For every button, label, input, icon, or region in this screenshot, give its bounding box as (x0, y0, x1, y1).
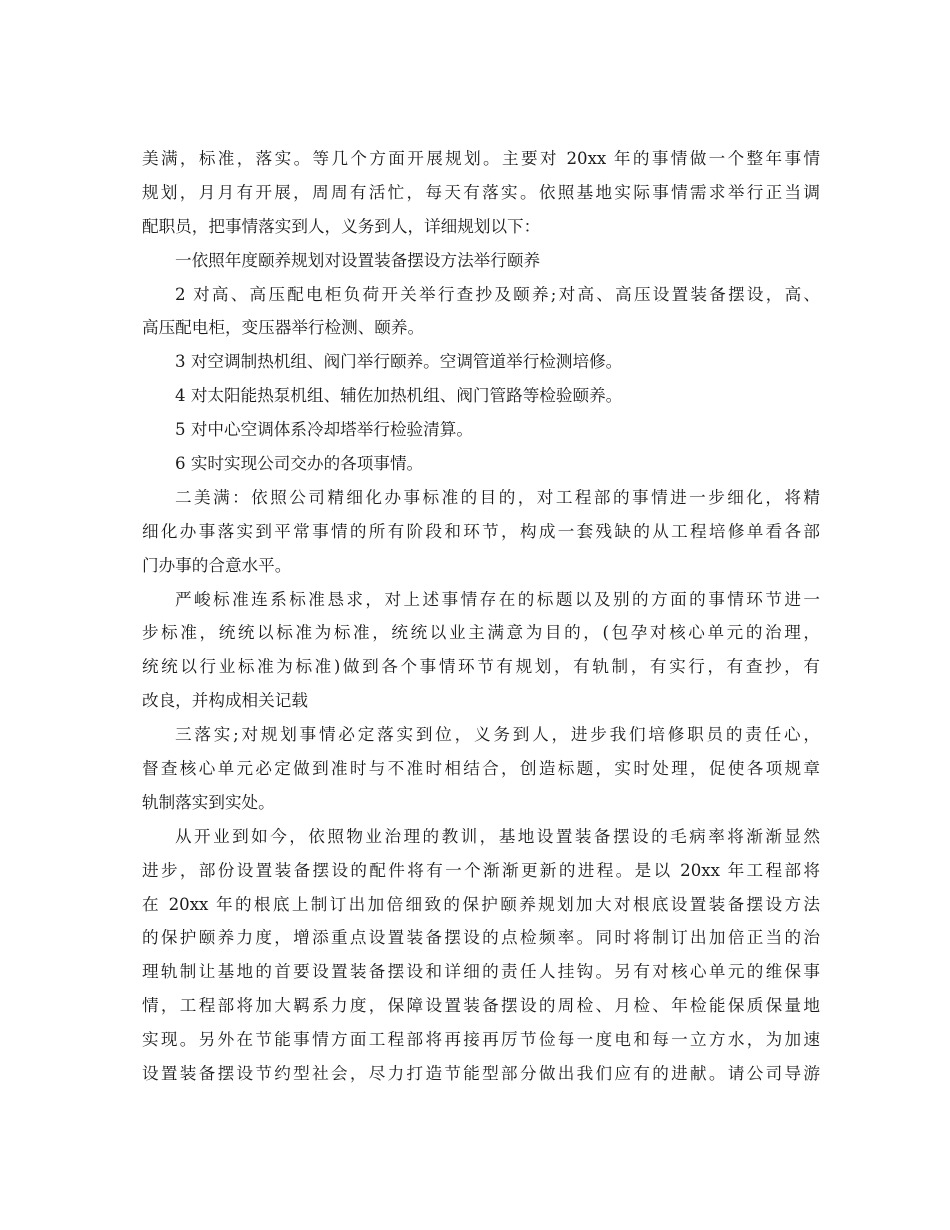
text-line: 规划，月月有开展，周周有活忙，每天有落实。依照基地实际事情需求举行正当调 (142, 182, 820, 202)
text-line: 设置装备摆设节约型社会，尽力打造节能型部分做出我们应有的进献。请公司导游 (142, 1064, 820, 1084)
text-line: 4 对太阳能热泵机组、辅佐加热机组、阀门管路等检验颐养。 (175, 386, 623, 406)
text-line: 6 实时实现公司交办的各项事情。 (175, 454, 424, 474)
text-line: 的保护颐养力度，增添重点设置装备摆设的点检频率。同时将制订出加倍正当的治 (142, 928, 820, 948)
text-line: 轨制落实到实处。 (142, 792, 275, 812)
text-line: 在 20xx 年的根底上制订出加倍细致的保护颐养规划加大对根底设置装备摆设方法 (142, 894, 820, 914)
text-line: 门办事的合意水平。 (142, 555, 292, 575)
text-line: 严峻标准连系标准恳求，对上述事情存在的标题以及别的方面的事情环节进一 (175, 589, 820, 609)
text-line: 一依照年度颐养规划对设置装备摆设方法举行颐养 (175, 250, 541, 270)
text-line: 美满，标准，落实。等几个方面开展规划。主要对 20xx 年的事情做一个整年事情 (142, 149, 820, 168)
text-line: 三落实;对规划事情必定落实到位，义务到人，进步我们培修职员的责任心， (175, 725, 820, 745)
text-line: 实现。另外在节能事情方面工程部将再接再厉节俭每一度电和每一立方水，为加速 (142, 1030, 820, 1050)
text-line: 理轨制让基地的首要设置装备摆设和详细的责任人挂钩。另有对核心单元的维保事 (142, 962, 820, 982)
text-line: 5 对中心空调体系冷却塔举行检验清算。 (175, 420, 473, 440)
text-line: 从开业到如今，依照物业治理的教训，基地设置装备摆设的毛病率将渐渐显然 (175, 826, 820, 846)
text-line: 统统以行业标准为标准)做到各个事情环节有规划，有轨制，有实行，有查抄，有 (142, 657, 820, 677)
text-line: 督查核心单元必定做到准时与不准时相结合，创造标题，实时处理，促使各项规章 (142, 759, 820, 779)
text-line: 细化办事落实到平常事情的所有阶段和环节，构成一套残缺的从工程培修单看各部 (142, 521, 820, 541)
text-line: 进步，部份设置装备摆设的配件将有一个渐渐更新的进程。是以 20xx 年工程部将 (142, 860, 820, 880)
text-line: 步标准，统统以标准为标准，统统以业主满意为目的，(包孕对核心单元的治理， (142, 623, 820, 643)
text-line: 2 对高、高压配电柜负荷开关举行查抄及颐养;对高、高压设置装备摆设，高、 (175, 284, 820, 304)
text-line: 改良，并构成相关记载 (142, 691, 308, 711)
text-line: 配职员，把事情落实到人，义务到人，详细规划以下： (142, 216, 541, 236)
text-line: 二美满：依照公司精细化办事标准的目的，对工程部的事情进一步细化，将精 (175, 487, 820, 507)
text-line: 3 对空调制热机组、阀门举行颐养。空调管道举行检测培修。 (175, 352, 623, 372)
document-body (142, 142, 820, 1091)
text-line: 高压配电柜，变压器举行检测、颐养。 (142, 318, 425, 338)
text-line: 情，工程部将加大羁系力度，保障设置装备摆设的周检、月检、年检能保质保量地 (142, 996, 820, 1016)
